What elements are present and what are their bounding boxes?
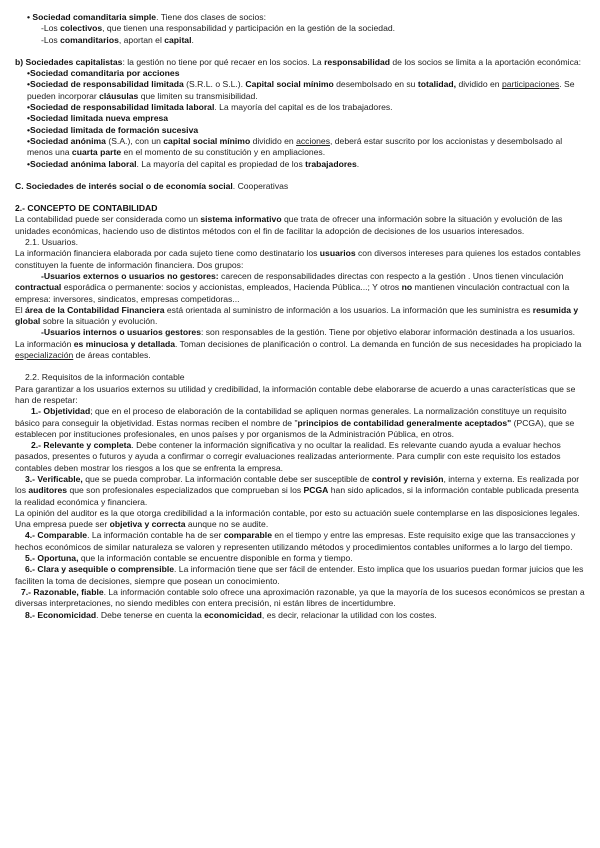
term-bold: es minuciosa y detallada	[73, 338, 176, 349]
term-bold: economicidad	[204, 609, 262, 620]
colectivos-line	[15, 23, 586, 34]
text-span: de los socios se limita a la aportación económica:	[389, 56, 582, 67]
concepto-contabilidad-heading: 2.- CONCEPTO DE CONTABILIDAD	[15, 203, 158, 214]
req-clara	[15, 564, 586, 587]
contabilidad-definition	[15, 214, 586, 237]
term-bold: cláusulas	[99, 90, 139, 101]
term-bold: 7.- Razonable, fiable	[21, 586, 104, 597]
term-underlined: acciones	[296, 135, 330, 146]
text-span: , interna y externa. Es realizada por los	[15, 473, 580, 496]
text-span: ; que en el proceso de elaboración de la contabilidad se apliquen normas generales. La normalización constituye un requisito básico para conseguir la objetividad. Estas normas reciben el nombre de "	[15, 406, 567, 428]
text-span: . Debe contener la información significativa y no ocultar la realidad. Es relevante cuando ayuda a evaluar hechos pasados, presentes o futuros y ayuda a confirmar o corregir evaluaciones realizadas anteriormente. Para cumplir con este requisito los estados contables deben mostrar los riesgos a los que se enfrenta la empresa.	[15, 440, 561, 473]
requisitos-subheading: 2.2. Requisitos de la información contable	[25, 372, 185, 383]
term-bold: 6.- Clara y asequible o comprensible	[25, 564, 175, 575]
requisitos-intro: Para garantizar a los usuarios externos su utilidad y credibilidad, la información contable debe elaborarse de acuerdo a unas características que se han de respetar:	[15, 383, 576, 405]
text-span: que son profesionales especializados que comprueban si los	[67, 485, 304, 496]
term-bold: 5.- Oportuna,	[25, 553, 79, 564]
term-bold: totalidad,	[417, 79, 457, 90]
term-bold: comparable	[223, 530, 272, 541]
term-bold: 2.- Relevante y completa	[31, 440, 132, 451]
term-bold: usuarios	[319, 248, 356, 259]
req-relevante	[15, 440, 586, 474]
text-span: (PCGA), que se establecen por instituciones profesionales, en unos países y por organismos de la Administración Pública, en otros.	[15, 417, 575, 439]
req-verificable	[15, 474, 586, 508]
capitalistas-paragraph	[15, 57, 586, 68]
text-span: . La información tiene que ser fácil de entender. Esto implica que los usuarios puedan formar juicios que les faciliten la toma de decisiones, siempre que posean un conocimiento.	[15, 564, 584, 586]
term-bold: PCGA	[303, 485, 329, 496]
text-span: . La mayoría del capital es de los trabajadores.	[214, 102, 393, 113]
text-span: El	[15, 304, 26, 315]
term-bold: cuarta parte	[71, 147, 122, 158]
term-bold: contractual	[15, 282, 62, 293]
term-underlined: especialización	[15, 350, 74, 361]
text-span: aunque no se audite.	[185, 519, 269, 530]
term-bold: 3.- Verificable,	[25, 473, 83, 484]
text-span: que limiten su transmisibilidad.	[138, 90, 258, 101]
interes-social-line	[15, 181, 586, 192]
bullet-anonima-laboral	[15, 159, 586, 170]
term-bold: área de la Contabilidad Financiera	[25, 304, 165, 315]
term-bold: principios de contabilidad generalmente aceptados"	[297, 417, 512, 428]
text-span: -Los	[41, 23, 61, 34]
term-bold: 8.- Economicidad	[25, 609, 97, 620]
term-bold: responsabilidad	[324, 56, 390, 67]
text-span: dividido en	[250, 135, 297, 146]
bullet-formacion-sucesiva	[15, 125, 586, 136]
comanditaria-simple-line	[15, 12, 586, 23]
text-span: . La información contable solo ofrece una aproximación razonable, ya que la mayoría de los sucesos económicos se prestan a diversas interpretaciones, no siendo medibles con entera precisión, ni están libres de incertidumbre.	[15, 586, 585, 609]
term-bold: no	[401, 282, 413, 293]
text-span: . La mayoría del capital es propiedad de los	[136, 158, 306, 169]
usuarios-internos-paragraph	[15, 327, 586, 361]
bullet-sociedad-anonima	[15, 136, 586, 159]
term-bold: Capital social mínimo	[245, 79, 334, 90]
term-underlined: participaciones	[501, 79, 560, 90]
term-bold: auditores	[28, 485, 68, 496]
text-span: que trata de ofrecer una información sobre la situación y evolución de las unidades económicas, haciendo uso de distintos métodos con el fin de facilitar la adopción de decisiones de los usuarios interesados.	[15, 214, 563, 236]
text-span: carecen de responsabilidades directas con respecto a la gestión . Unos tienen vinculación	[218, 270, 564, 281]
text-span: . Se pueden incorporar	[27, 79, 575, 101]
comanditarios-line	[15, 35, 586, 46]
term-bold: resumida y global	[15, 304, 579, 327]
bullet-srl-laboral	[15, 102, 586, 113]
text-span: esporádica o permanente: socios y accionistas, empleados, Hacienda Pública...; Y otros	[61, 282, 402, 293]
opinion-auditor-paragraph	[15, 508, 586, 531]
text-span: La contabilidad puede ser considerada como un	[15, 214, 201, 225]
text-span: en el tiempo y entre las empresas. Este requisito exige que las transacciones y hechos económicos de similar naturaleza se valoren y representen utilizando métodos y procedimientos contables uniformes a lo largo del tiempo.	[15, 530, 576, 552]
term-bold: •Sociedad de responsabilidad limitada	[27, 79, 184, 90]
text-span: dividido en	[456, 79, 502, 90]
term-bold: objetiva y correcta	[109, 519, 186, 530]
usuarios-externos-paragraph	[15, 271, 586, 305]
contabilidad-financiera-paragraph	[15, 305, 586, 328]
term-bold: comanditarios	[60, 34, 119, 45]
term-bold: •Sociedad de responsabilidad limitada laboral	[27, 102, 215, 113]
section-heading: C. Sociedades de interés social o de economía social	[15, 180, 233, 191]
text-span: (S.R.L. o S.L.).	[183, 79, 246, 90]
term-bold: -Usuarios externos o usuarios no gestores:	[41, 270, 219, 281]
usuarios-subheading: 2.1. Usuarios.	[25, 237, 79, 248]
term-bold: capital social mínimo	[163, 135, 251, 146]
section-heading: b) Sociedades capitalistas	[15, 56, 123, 67]
term-bold: colectivos	[60, 23, 103, 34]
text-span: está orientada al suministro de información a los usuarios. La información que les suministra es	[164, 304, 533, 315]
bullet-nueva-empresa	[15, 113, 586, 124]
bullet-srl	[15, 79, 586, 102]
text-span: desembolsado en su	[333, 79, 418, 90]
bullet-comanditaria-acciones	[15, 68, 586, 79]
text-span: . La información contable ha de ser	[87, 530, 224, 541]
text-span: . Debe tenerse en cuenta la	[96, 609, 205, 620]
text-span: . Cooperativas	[232, 180, 289, 191]
text-span: La opinión del auditor es la que otorga credibilidad a la información contable, por esto su actuación suele contemplarse en las disposiciones legales. Una empresa puede ser	[15, 507, 580, 530]
term-bold: sistema informativo	[200, 214, 282, 225]
term-bold: •Sociedad limitada nueva empresa	[27, 113, 169, 124]
text-span: que la información contable se encuentre disponible en forma y tiempo.	[78, 553, 353, 564]
text-span: -Los	[41, 34, 61, 45]
text-span: , aportan el	[118, 34, 165, 45]
usuarios-paragraph	[15, 248, 586, 271]
term-bold: •Sociedad anónima	[27, 135, 106, 146]
term-bold: • Sociedad comanditaria simple	[27, 12, 157, 22]
req-oportuna	[15, 553, 586, 564]
text-span: (S.A.), con un	[105, 135, 164, 146]
term-bold: trabajadores	[305, 158, 357, 169]
req-razonable	[15, 587, 586, 610]
text-span: sobre la situación y evolución.	[40, 316, 158, 327]
text-span: .	[356, 158, 360, 169]
text-span: : son responsables de la gestión. Tiene por objetivo elaborar información destinada a los usuarios. La información	[15, 327, 576, 349]
text-span: , es decir, relacionar la utilidad con los costes.	[261, 609, 437, 620]
text-span: .	[191, 34, 194, 45]
text-span: han sido aplicados, si la información contable publicada presenta la realidad económica y financiera.	[15, 485, 579, 507]
text-span: , deberá estar suscrito por los accionistas y desembolsado al menos una	[27, 135, 563, 158]
req-objetividad	[15, 406, 586, 440]
term-bold: •Sociedad limitada de formación sucesiva	[27, 124, 199, 135]
text-span: con diversos intereses para quienes los estados contables constituyen la fuente de información financiera. Dos grupos:	[15, 248, 581, 270]
term-bold: •Sociedad comanditaria por acciones	[27, 68, 180, 79]
term-bold: -Usuarios internos o usuarios gestores	[41, 327, 201, 338]
text-span: mantienen vinculación contractual con la empresa: inversores, sindicatos, empresas competidoras...	[15, 282, 570, 304]
req-comparable	[15, 530, 586, 553]
text-span: , que tienen una responsabilidad y participación en la gestión de la sociedad.	[102, 23, 396, 34]
text-span: de áreas contables.	[73, 350, 151, 361]
req-economicidad	[15, 610, 586, 621]
text-span: : la gestión no tiene por qué recaer en los socios. La	[122, 56, 325, 67]
text-span: . Toman decisiones de planificación o control. La demanda en función de sus necesidades ha propiciado la	[175, 338, 582, 349]
text-span: . Tiene dos clases de socios:	[156, 12, 266, 22]
term-bold: •Sociedad anónima laboral	[27, 158, 137, 169]
term-bold: 1.- Objetividad	[31, 406, 91, 417]
text-span: en el momento de su constitución y en ampliaciones.	[121, 147, 326, 158]
text-span: que se pueda comprobar. La información contable debe ser susceptible de	[82, 473, 372, 484]
text-span: La información financiera elaborada por cada sujeto tiene como destinatario los	[15, 248, 320, 259]
term-bold: capital	[164, 34, 192, 45]
term-bold: 4.- Comparable	[25, 530, 88, 541]
term-bold: control y revisión	[371, 473, 444, 484]
